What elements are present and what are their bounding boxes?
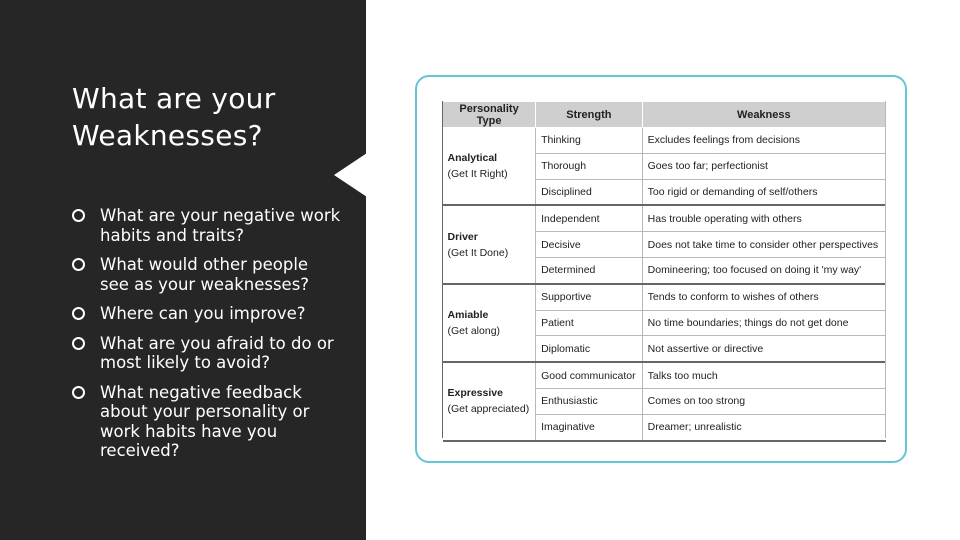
bullet-text: What are your negative work habits and traits? — [100, 206, 341, 245]
table-right-border — [885, 101, 886, 438]
bullet-text: What negative feedback about your personality or work habits have you received? — [100, 382, 310, 460]
type-name: Expressive — [447, 387, 503, 400]
ring-bullet-icon — [72, 307, 85, 320]
bullet-text: What would other people see as your weaknesses? — [100, 255, 310, 294]
strength-cell: Thinking — [536, 128, 643, 154]
strength-cell: Thorough — [536, 153, 643, 179]
strength-cell: Diplomatic — [536, 336, 643, 362]
slide-title: What are your Weaknesses? — [72, 82, 276, 152]
bullet-item — [72, 383, 342, 461]
weakness-cell: Too rigid or demanding of self/others — [642, 179, 885, 205]
type-name: Analytical — [447, 152, 498, 165]
strength-cell: Determined — [536, 257, 643, 283]
strength-cell: Independent — [536, 205, 643, 231]
header-personality-type: Personality Type — [443, 102, 536, 128]
weakness-cell: Has trouble operating with others — [642, 205, 885, 231]
table-left-border — [442, 101, 443, 438]
table-row — [443, 128, 886, 154]
type-name: Amiable — [447, 308, 489, 321]
type-tagline: (Get appreciated) — [447, 403, 530, 416]
personality-table — [442, 101, 886, 442]
type-cell-analytical — [443, 128, 536, 206]
type-tagline: (Get along) — [447, 324, 501, 337]
header-weakness: Weakness — [642, 102, 885, 128]
weakness-cell: Comes on too strong — [642, 388, 885, 414]
strength-cell: Good communicator — [536, 362, 643, 388]
strength-cell: Patient — [536, 310, 643, 336]
ring-bullet-icon — [72, 209, 85, 222]
panel-notch — [334, 153, 367, 197]
ring-bullet-icon — [72, 386, 85, 399]
type-cell-amiable — [443, 284, 536, 362]
table-row — [443, 362, 886, 388]
bullet-item — [72, 304, 342, 324]
type-cell-expressive — [443, 362, 536, 440]
type-name: Driver — [447, 230, 478, 243]
weakness-cell: Goes too far; perfectionist — [642, 153, 885, 179]
type-cell-driver — [443, 205, 536, 283]
bullet-item — [72, 255, 342, 294]
table-row — [443, 284, 886, 310]
bullet-text: Where can you improve? — [100, 304, 306, 323]
weakness-cell: Excludes feelings from decisions — [642, 128, 885, 154]
weakness-cell: Domineering; too focused on doing it 'my way' — [642, 257, 885, 283]
weakness-cell: Does not take time to consider other perspectives — [642, 232, 885, 258]
strength-cell: Disciplined — [536, 179, 643, 205]
strength-cell: Imaginative — [536, 414, 643, 440]
type-tagline: (Get It Right) — [447, 168, 508, 181]
weakness-cell: No time boundaries; things do not get done — [642, 310, 885, 336]
ring-bullet-icon — [72, 258, 85, 271]
bullet-list — [72, 206, 342, 471]
strength-cell: Supportive — [536, 284, 643, 310]
bullet-text: What are you afraid to do or most likely to avoid? — [100, 333, 334, 372]
weakness-cell: Not assertive or directive — [642, 336, 885, 362]
header-strength: Strength — [536, 102, 643, 128]
table-row — [443, 205, 886, 231]
weakness-cell: Dreamer; unrealistic — [642, 414, 885, 440]
ring-bullet-icon — [72, 337, 85, 350]
weakness-cell: Talks too much — [642, 362, 885, 388]
weakness-cell: Tends to conform to wishes of others — [642, 284, 885, 310]
bullet-item — [72, 334, 342, 373]
table-header-row — [443, 102, 886, 128]
strength-cell: Enthusiastic — [536, 388, 643, 414]
bullet-item — [72, 206, 342, 245]
strength-cell: Decisive — [536, 232, 643, 258]
type-tagline: (Get It Done) — [447, 246, 509, 259]
